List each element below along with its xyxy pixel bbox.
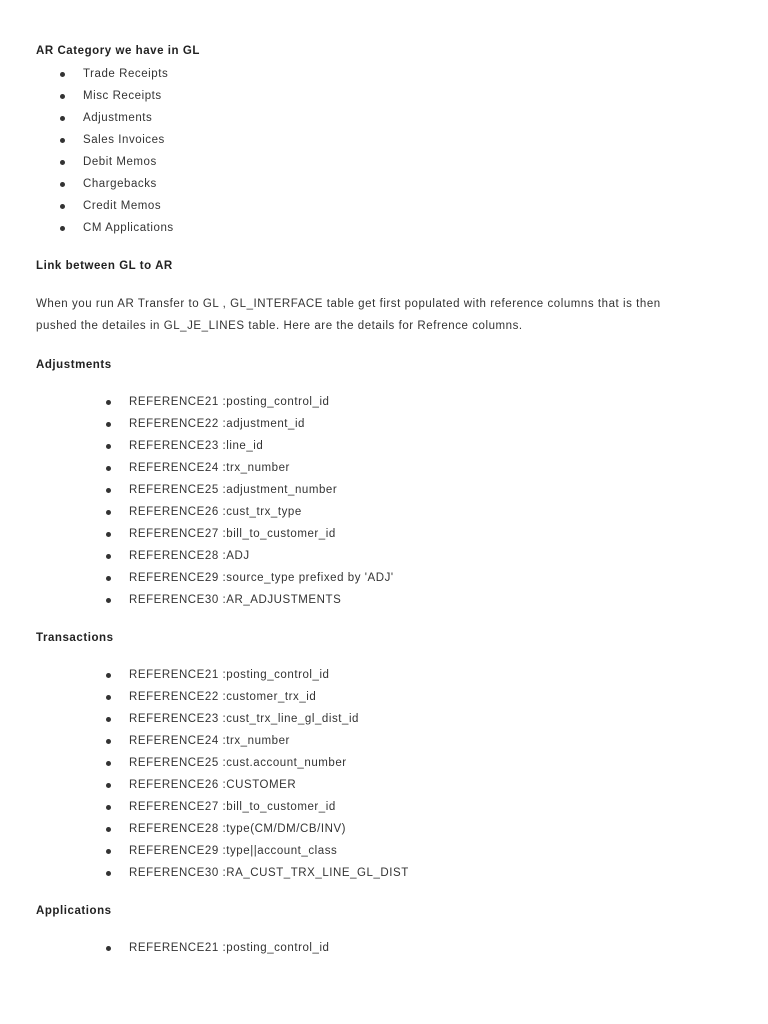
list-item	[129, 589, 394, 611]
list-item	[129, 435, 394, 457]
adjustments-heading: Adjustments	[36, 359, 112, 371]
list-item	[129, 708, 409, 730]
bullet-icon	[106, 576, 111, 581]
bullet-icon	[106, 400, 111, 405]
list-item	[83, 195, 174, 217]
list-item	[129, 567, 394, 589]
bullet-icon	[60, 160, 65, 165]
bullet-icon	[106, 598, 111, 603]
bullet-icon	[106, 466, 111, 471]
list-item	[129, 862, 409, 884]
link-heading: Link between GL to AR	[36, 260, 173, 272]
bullet-icon	[60, 138, 65, 143]
list-item-text: REFERENCE21 :posting_control_id	[129, 942, 330, 954]
list-item-text: Adjustments	[83, 112, 153, 124]
list-item-text: REFERENCE28 :type(CM/DM/CB/INV)	[129, 823, 347, 835]
list-item-text: REFERENCE22 :adjustment_id	[129, 418, 306, 430]
bullet-icon	[106, 783, 111, 788]
list-item-text: Trade Receipts	[83, 68, 169, 80]
link-paragraph	[36, 293, 736, 337]
list-item-text: REFERENCE25 :cust.account_number	[129, 757, 347, 769]
ar-category-heading: AR Category we have in GL	[36, 45, 200, 57]
list-item	[129, 840, 409, 862]
list-item-text: REFERENCE27 :bill_to_customer_id	[129, 801, 336, 813]
list-item	[83, 129, 174, 151]
list-item	[129, 479, 394, 501]
list-item-text: REFERENCE30 :RA_CUST_TRX_LINE_GL_DIST	[129, 867, 409, 879]
bullet-icon	[106, 673, 111, 678]
ar-category-list	[83, 63, 174, 239]
bullet-icon	[106, 422, 111, 427]
applications-heading: Applications	[36, 905, 112, 917]
list-item-text: Debit Memos	[83, 156, 157, 168]
list-item	[129, 501, 394, 523]
list-item-text: Credit Memos	[83, 200, 162, 212]
list-item-text: REFERENCE28 :ADJ	[129, 550, 250, 562]
bullet-icon	[106, 532, 111, 537]
bullet-icon	[106, 488, 111, 493]
list-item	[129, 730, 409, 752]
list-item-text: REFERENCE24 :trx_number	[129, 462, 290, 474]
bullet-icon	[106, 761, 111, 766]
list-item-text: REFERENCE23 :cust_trx_line_gl_dist_id	[129, 713, 359, 725]
list-item	[129, 818, 409, 840]
bullet-icon	[106, 827, 111, 832]
list-item-text: REFERENCE23 :line_id	[129, 440, 264, 452]
transactions-heading: Transactions	[36, 632, 114, 644]
bullet-icon	[106, 510, 111, 515]
bullet-icon	[106, 695, 111, 700]
list-item-text: Sales Invoices	[83, 134, 165, 146]
list-item	[129, 523, 394, 545]
bullet-icon	[106, 739, 111, 744]
list-item-text: REFERENCE25 :adjustment_number	[129, 484, 338, 496]
list-item	[129, 545, 394, 567]
paragraph-line: When you run AR Transfer to GL , GL_INTERFACE table get first populated with reference columns that is then	[36, 298, 661, 310]
list-item	[83, 151, 174, 173]
list-item-text: REFERENCE30 :AR_ADJUSTMENTS	[129, 594, 342, 606]
list-item	[83, 85, 174, 107]
list-item	[129, 664, 409, 686]
list-item	[129, 774, 409, 796]
bullet-icon	[60, 94, 65, 99]
bullet-icon	[106, 805, 111, 810]
list-item	[83, 63, 174, 85]
bullet-icon	[60, 204, 65, 209]
list-item	[83, 107, 174, 129]
list-item-text: REFERENCE22 :customer_trx_id	[129, 691, 317, 703]
list-item	[83, 173, 174, 195]
list-item-text: REFERENCE21 :posting_control_id	[129, 669, 330, 681]
bullet-icon	[106, 871, 111, 876]
bullet-icon	[106, 554, 111, 559]
list-item-text: REFERENCE21 :posting_control_id	[129, 396, 330, 408]
transactions-list	[129, 664, 409, 884]
list-item-text: REFERENCE29 :type||account_class	[129, 845, 338, 857]
list-item	[129, 752, 409, 774]
adjustments-list	[129, 391, 394, 611]
list-item-text: REFERENCE24 :trx_number	[129, 735, 290, 747]
list-item-text: Chargebacks	[83, 178, 157, 190]
list-item-text: CM Applications	[83, 222, 174, 234]
list-item	[129, 686, 409, 708]
bullet-icon	[60, 226, 65, 231]
list-item-text: REFERENCE26 :CUSTOMER	[129, 779, 297, 791]
bullet-icon	[106, 717, 111, 722]
applications-list	[129, 937, 330, 959]
list-item	[129, 457, 394, 479]
paragraph-line: pushed the detailes in GL_JE_LINES table. Here are the details for Refrence columns.	[36, 320, 523, 332]
list-item	[129, 796, 409, 818]
list-item	[129, 413, 394, 435]
bullet-icon	[60, 116, 65, 121]
bullet-icon	[106, 946, 111, 951]
list-item-text: Misc Receipts	[83, 90, 162, 102]
bullet-icon	[60, 182, 65, 187]
list-item-text: REFERENCE29 :source_type prefixed by 'ADJ'	[129, 572, 394, 584]
bullet-icon	[106, 444, 111, 449]
list-item	[83, 217, 174, 239]
list-item-text: REFERENCE27 :bill_to_customer_id	[129, 528, 336, 540]
list-item	[129, 391, 394, 413]
bullet-icon	[60, 72, 65, 77]
list-item-text: REFERENCE26 :cust_trx_type	[129, 506, 302, 518]
list-item	[129, 937, 330, 959]
bullet-icon	[106, 849, 111, 854]
